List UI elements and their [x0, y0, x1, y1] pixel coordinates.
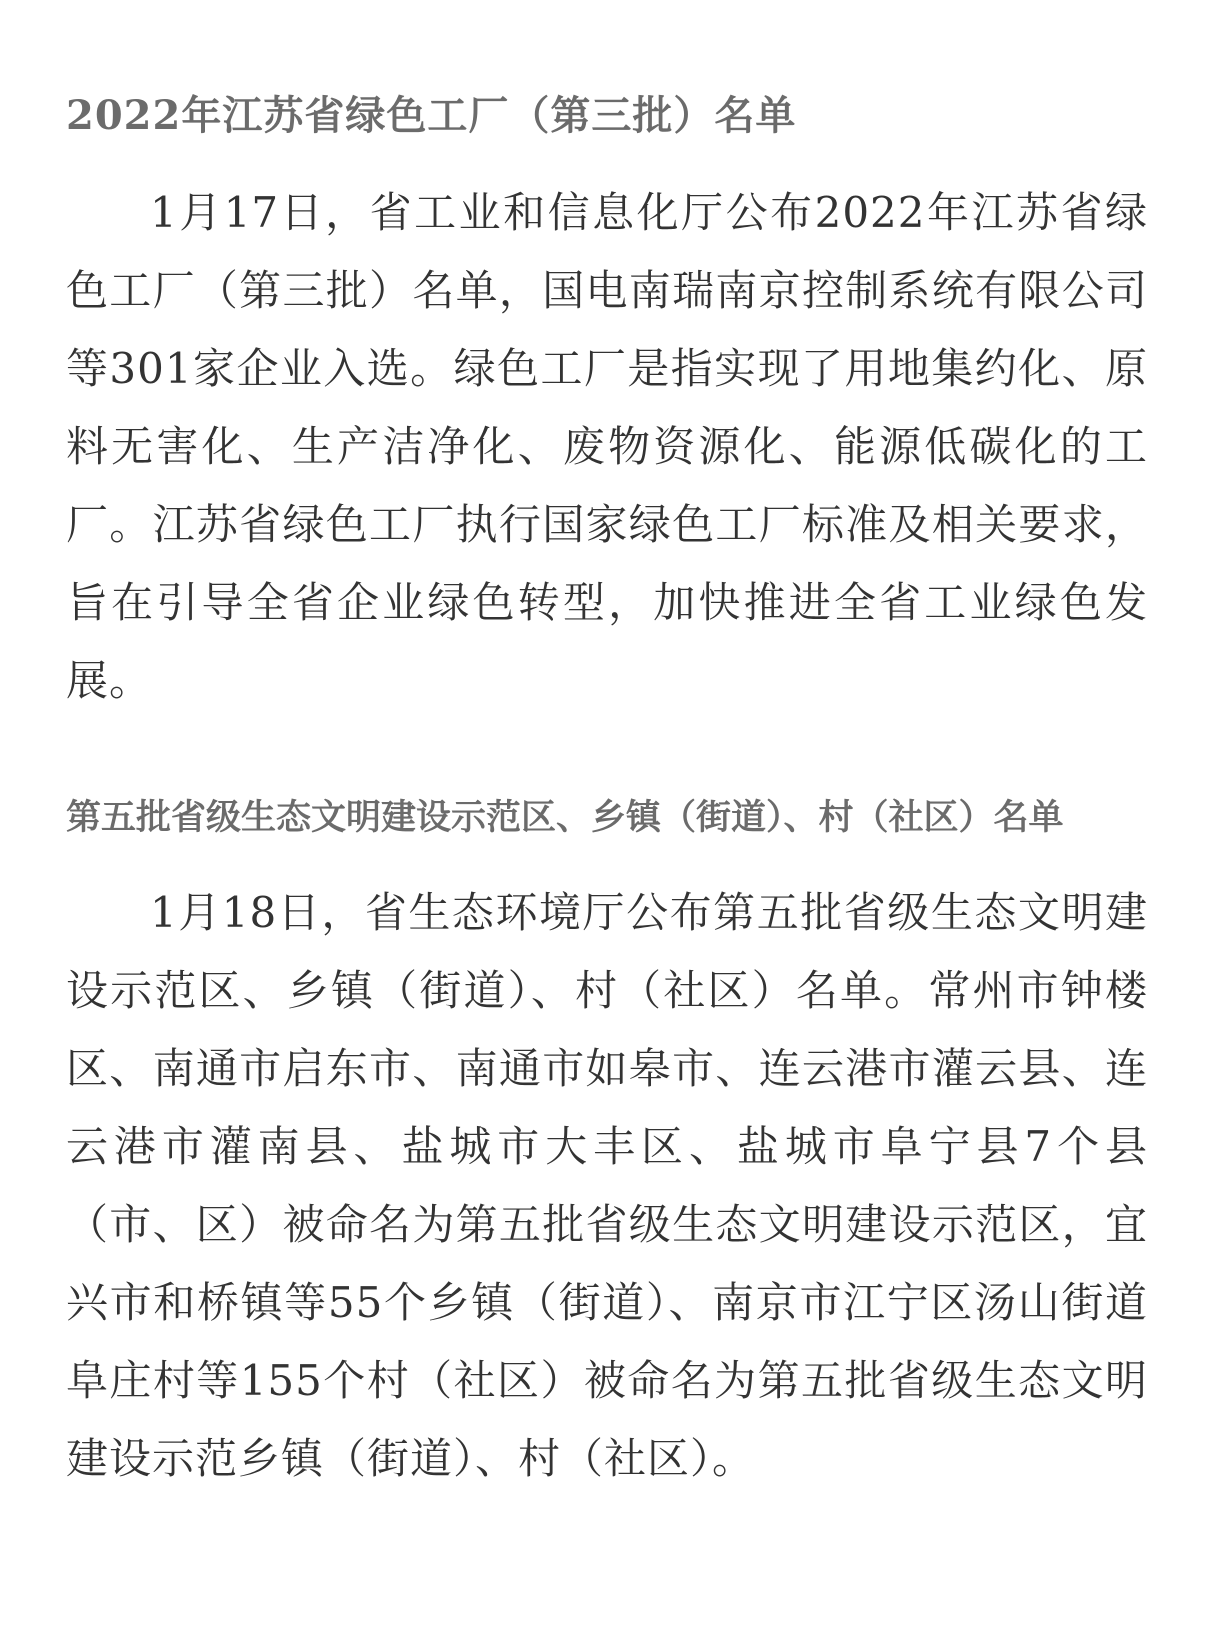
- section-green-factories: [66, 80, 1148, 720]
- document-page: [66, 80, 1148, 1498]
- section-title: 2022年江苏省绿色工厂（第三批）名单: [66, 92, 797, 139]
- section-body: 1月17日，省工业和信息化厅公布2022年江苏省绿色工厂（第三批）名单，国电南瑞南京控制系统有限公司等301家企业入选。绿色工厂是指实现了用地集约化、原料无害化、生产洁净化、废物资源化、能源低碳化的工厂。江苏省绿色工厂执行国家绿色工厂标准及相关要求，旨在引导全省企业绿色转型，加快推进全省工业绿色发展。: [66, 188, 1148, 705]
- section-title: 第五批省级生态文明建设示范区、乡镇（街道）、村（社区）名单: [66, 797, 1064, 838]
- section-eco-civilization: [66, 782, 1148, 1498]
- section-body: 1月18日，省生态环境厅公布第五批省级生态文明建设示范区、乡镇（街道）、村（社区）名单。常州市钟楼区、南通市启东市、南通市如皋市、连云港市灌云县、连云港市灌南县、盐城市大丰区、盐城市阜宁县7个县（市、区）被命名为第五批省级生态文明建设示范区，宜兴市和桥镇等55个乡镇（街道）、南京市江宁区汤山街道阜庄村等155个村（社区）被命名为第五批省级生态文明建设示范乡镇（街道）、村（社区）。: [66, 888, 1148, 1483]
